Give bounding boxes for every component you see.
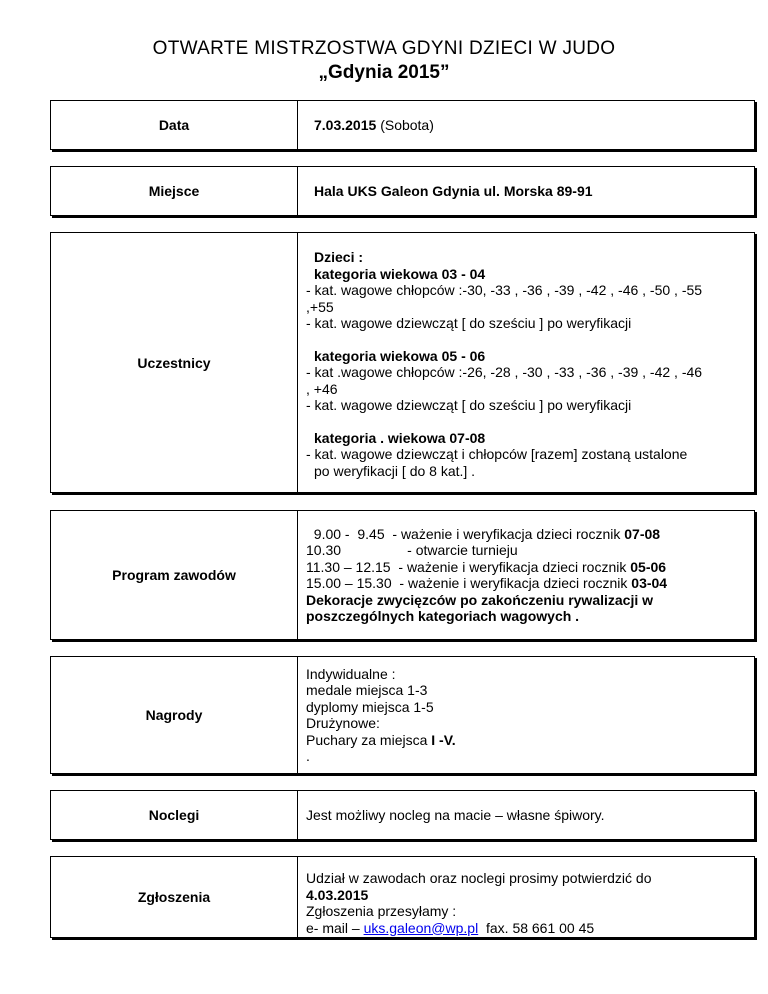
value-data (298, 101, 754, 149)
event-day: (Sobota) (380, 116, 434, 133)
label-miejsce: Miejsce (51, 167, 298, 215)
weights-07-08: - kat. wagowe dziewcząt i chłopców [razem] zostaną ustalone (306, 446, 688, 462)
girls-weights-03-04: - kat. wagowe dziewcząt [ do sześciu ] po weryfikacji (306, 315, 632, 331)
label-data: Data (51, 101, 298, 149)
schedule-row: 9.00 - 9.45 - ważenie i weryfikacja dzieci rocznik 07-08 (306, 525, 661, 542)
age-group-07-08: kategoria . wiekowa 07-08 (314, 429, 486, 446)
row-data (50, 100, 755, 150)
schedule-row: 10.30 - otwarcie turnieju (306, 542, 518, 558)
age-group-03-04: kategoria wiekowa 03 - 04 (314, 265, 486, 282)
value-noclegi (298, 791, 754, 839)
awards-team: Drużynowe: (306, 715, 380, 731)
contact-line: e- mail – uks.galeon@wp.pl fax. 58 661 00 45 (306, 919, 595, 936)
value-miejsce (298, 167, 754, 215)
decoration-note: Dekoracje zwycięzców po zakończeniu rywalizacji w (306, 591, 654, 608)
value-nagrody (298, 657, 754, 773)
registration-send: Zgłoszenia przesyłamy : (306, 903, 457, 919)
label-nagrody: Nagrody (51, 657, 298, 773)
label-zgloszenia: Zgłoszenia (51, 857, 298, 937)
event-date: 7.03.2015 (314, 116, 377, 133)
schedule-row: 15.00 – 15.30 - ważenie i weryfikacja dzieci rocznik 03-04 (306, 575, 668, 591)
venue: Hala UKS Galeon Gdynia ul. Morska 89-91 (314, 182, 593, 199)
awards-medals: medale miejsca 1-3 (306, 682, 428, 698)
awards-cups: Puchary za miejsca I -V. (306, 731, 456, 748)
value-uczestnicy (298, 233, 754, 492)
participants-heading: Dzieci : (314, 249, 364, 265)
boys-weights-03-04: - kat. wagowe chłopców :-30, -33 , -36 , -39 , -42 , -46 , -50 , -55 (306, 282, 703, 298)
weights-07-08-cont: po weryfikacji [ do 8 kat.] . (314, 462, 476, 479)
awards-dot: . (306, 748, 310, 764)
age-group-05-06: kategoria wiekowa 05 - 06 (314, 347, 486, 364)
label-uczestnicy: Uczestnicy (51, 233, 298, 492)
registration-info: Udział w zawodach oraz noclegi prosimy potwierdzić do (306, 870, 652, 886)
boys-weights-03-04-cont: ,+55 (306, 298, 334, 315)
doc-subtitle: „Gdynia 2015” (318, 62, 450, 83)
girls-weights-05-06: - kat. wagowe dziewcząt [ do sześciu ] po weryfikacji (306, 397, 632, 413)
registration-deadline: 4.03.2015 (306, 886, 369, 903)
row-noclegi (50, 790, 755, 840)
row-uczestnicy (50, 232, 755, 493)
label-program: Program zawodów (51, 511, 298, 639)
schedule-row: 11.30 – 12.15 - ważenie i weryfikacja dzieci rocznik 05-06 (306, 558, 667, 575)
row-miejsce (50, 166, 755, 216)
row-zgloszenia (50, 856, 755, 938)
doc-title: OTWARTE MISTRZOSTWA GDYNI DZIECI W JUDO (152, 38, 616, 59)
row-nagrody (50, 656, 755, 774)
label-noclegi: Noclegi (51, 791, 298, 839)
value-program (298, 511, 754, 639)
fax-number: fax. 58 661 00 45 (478, 919, 595, 936)
awards-diplomas: dyplomy miejsca 1-5 (306, 698, 434, 715)
boys-weights-05-06: - kat .wagowe chłopców :-26, -28 , -30 , -33 , -36 , -39 , -42 , -46 (306, 364, 703, 380)
awards-individual: Indywidualne : (306, 665, 396, 682)
accommodation-info: Jest możliwy nocleg na macie – własne śpiwory. (306, 806, 605, 823)
decoration-note-cont: poszczególnych kategoriach wagowych . (306, 608, 580, 624)
email-link[interactable]: uks.galeon@wp.pl (363, 919, 479, 936)
row-program (50, 510, 755, 640)
value-zgloszenia (298, 857, 754, 937)
boys-weights-05-06-cont: , +46 (306, 380, 338, 397)
